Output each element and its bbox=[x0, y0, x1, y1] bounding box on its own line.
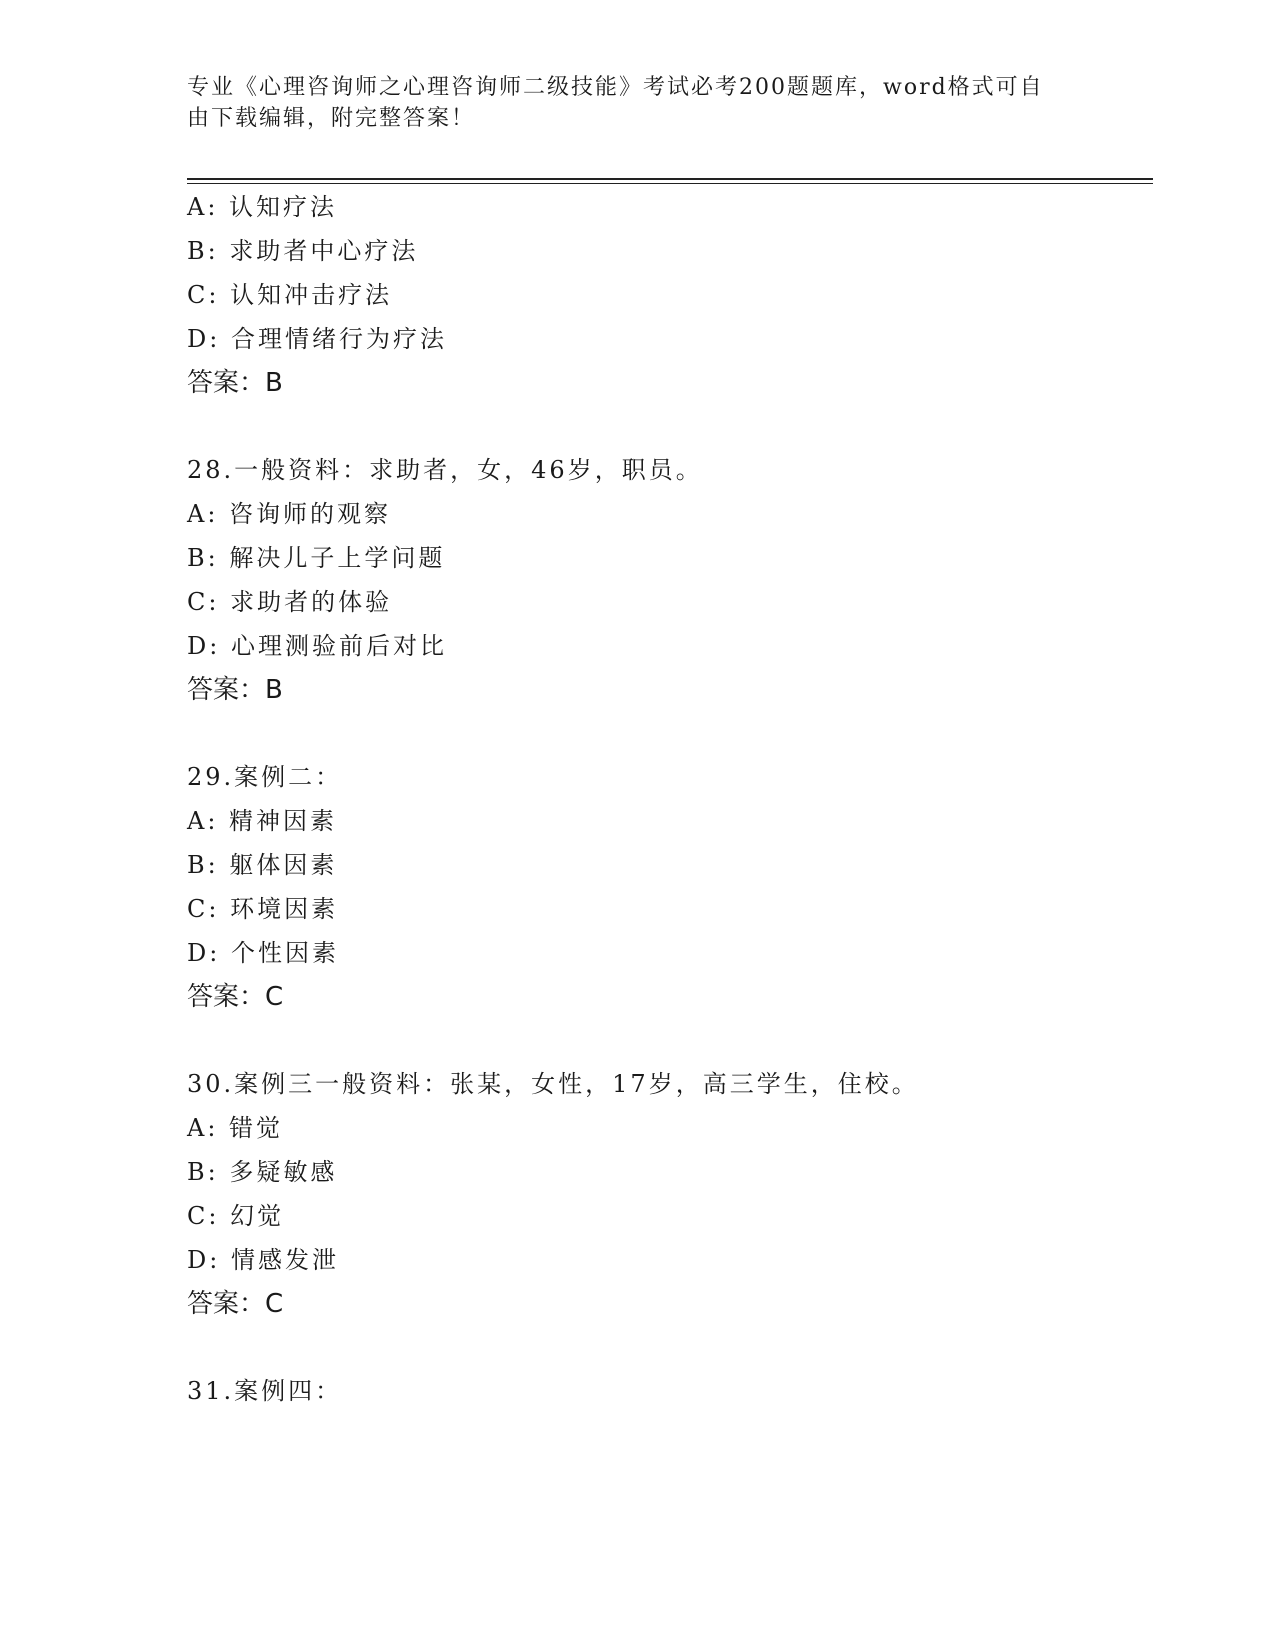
q27-answer: 答案：B bbox=[187, 368, 283, 398]
q28-option-a: A: 咨询师的观察 bbox=[187, 500, 392, 528]
q28-answer: 答案：B bbox=[187, 675, 283, 705]
q27-option-b: B: 求助者中心疗法 bbox=[187, 237, 419, 265]
q27-option-d: D: 合理情绪行为疗法 bbox=[187, 325, 447, 353]
q31-stem: 31.案例四： bbox=[187, 1377, 343, 1405]
q29-option-d: D: 个性因素 bbox=[187, 939, 339, 967]
q29-stem: 29.案例二： bbox=[187, 763, 343, 791]
q30-option-b: B: 多疑敏感 bbox=[187, 1158, 338, 1186]
header-divider-thin bbox=[187, 183, 1153, 184]
header-line-2: 由下载编辑，附完整答案！ bbox=[187, 106, 476, 131]
document-header bbox=[187, 72, 1067, 134]
q30-option-a: A: 错觉 bbox=[187, 1114, 284, 1142]
q30-stem: 30.案例三一般资料：张某，女性，17岁，高三学生，住校。 bbox=[187, 1070, 919, 1098]
q28-option-b: B: 解决儿子上学问题 bbox=[187, 544, 446, 572]
q28-stem: 28.一般资料：求助者，女，46岁，职员。 bbox=[187, 456, 703, 484]
q29-option-a: A: 精神因素 bbox=[187, 807, 338, 835]
q27-option-a: A: 认知疗法 bbox=[187, 193, 338, 221]
q29-answer: 答案：C bbox=[187, 982, 284, 1012]
header-divider-thick bbox=[187, 178, 1153, 180]
q30-option-d: D: 情感发泄 bbox=[187, 1246, 339, 1274]
q30-answer: 答案：C bbox=[187, 1289, 284, 1319]
header-line-1: 专业《心理咨询师之心理咨询师二级技能》考试必考200题题库，word格式可自 bbox=[187, 75, 1044, 100]
q29-option-b: B: 躯体因素 bbox=[187, 851, 338, 879]
q29-option-c: C: 环境因素 bbox=[187, 895, 339, 923]
q30-option-c: C: 幻觉 bbox=[187, 1202, 285, 1230]
q27-option-c: C: 认知冲击疗法 bbox=[187, 281, 393, 309]
q28-option-c: C: 求助者的体验 bbox=[187, 588, 393, 616]
q28-option-d: D: 心理测验前后对比 bbox=[187, 632, 447, 660]
